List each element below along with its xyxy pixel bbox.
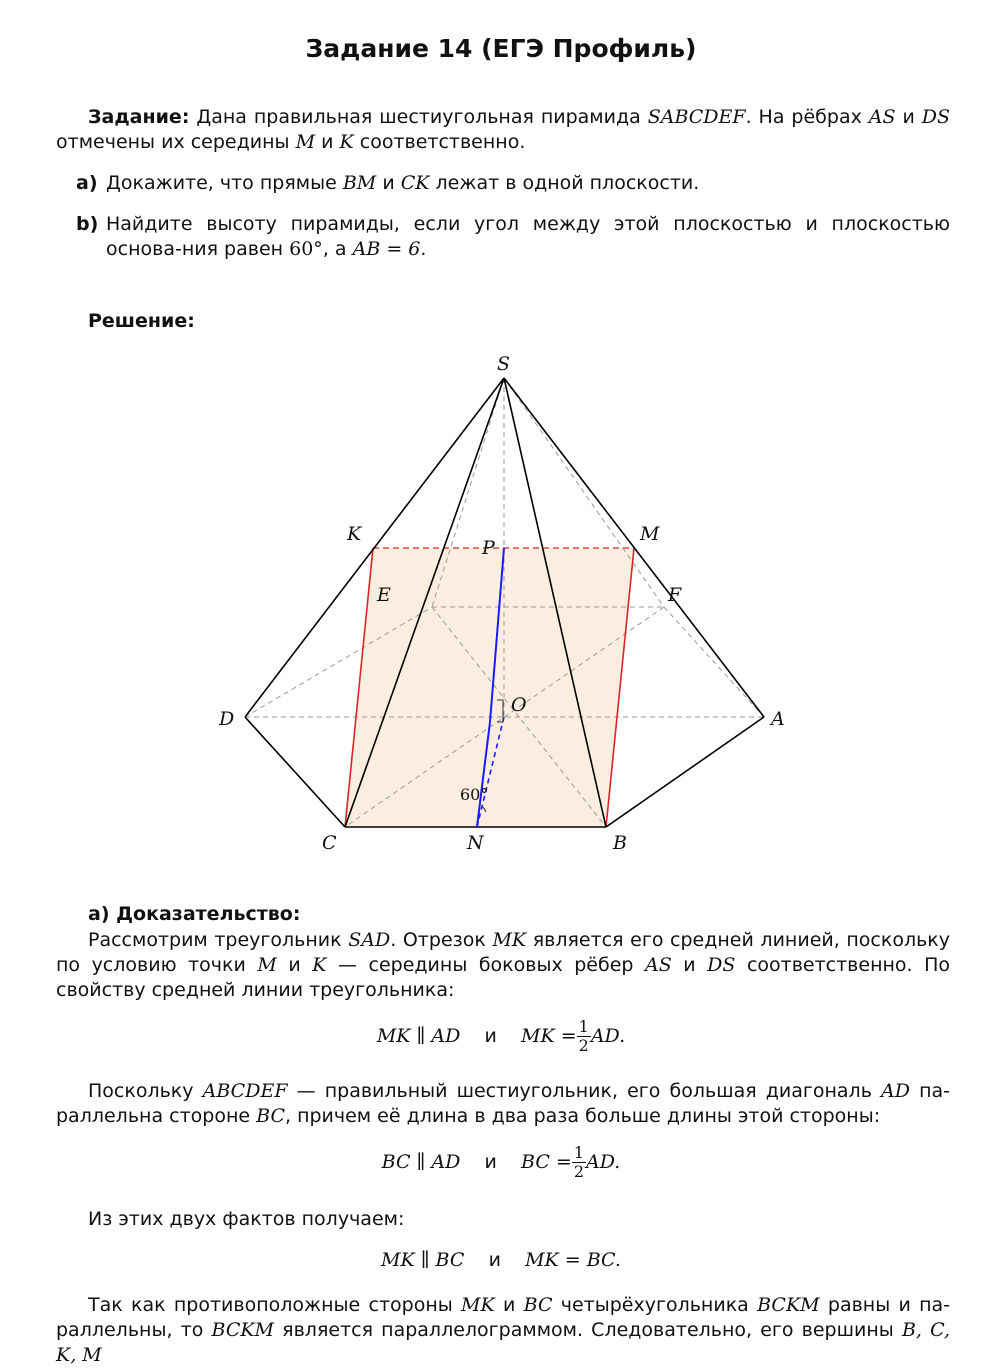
part-b-text-2: , а xyxy=(322,238,347,260)
numerator: 1 xyxy=(578,1017,589,1036)
segment-name: BC xyxy=(523,1294,553,1316)
task-text: и xyxy=(902,106,915,128)
text: — середины боковых рёбер xyxy=(338,954,634,976)
edge-name: DS xyxy=(921,106,951,128)
line-name: CK xyxy=(400,172,430,194)
edge-name: DS xyxy=(707,954,736,976)
quad-name: BCKM xyxy=(757,1294,820,1316)
edge-name: AS xyxy=(645,954,672,976)
part-a-text-2: лежат в одной плоскости. xyxy=(435,172,700,194)
line-name: BM xyxy=(342,172,377,194)
task-text: отмечены их середины xyxy=(56,131,290,153)
label-k: K xyxy=(347,523,362,545)
part-a-text xyxy=(106,171,950,196)
pyramid-figure xyxy=(0,340,1002,870)
proof-paragraph-4 xyxy=(56,1293,950,1368)
point-name: M xyxy=(295,131,316,153)
formula-rhs: BC = xyxy=(521,1151,572,1173)
label-d: D xyxy=(219,708,235,730)
text: . Отрезок xyxy=(390,929,486,951)
fraction xyxy=(577,1018,591,1055)
text: и xyxy=(288,954,301,976)
formula-conj: и xyxy=(484,1151,497,1173)
point-name: K xyxy=(312,954,327,976)
label-n: N xyxy=(467,832,484,854)
formula-conj: и xyxy=(484,1025,497,1047)
task-label: Задание: xyxy=(88,106,190,128)
point-name: K xyxy=(339,131,354,153)
text: Рассмотрим треугольник xyxy=(88,929,342,951)
label-o: O xyxy=(511,694,527,716)
formula-1 xyxy=(0,1018,1002,1055)
task-text: соответственно. xyxy=(359,131,526,153)
formula-lhs: MK ∥ BC xyxy=(381,1249,465,1271)
label-s: S xyxy=(497,353,511,375)
formula-rhs: AD. xyxy=(586,1151,621,1173)
formula-3 xyxy=(0,1249,1002,1271)
part-a-text-1: Докажите, что прямые xyxy=(106,172,337,194)
proof-heading: а) Доказательство: xyxy=(88,903,301,925)
proof-paragraph-3: Из этих двух фактов получаем: xyxy=(88,1208,405,1230)
pyramid-name: SABCDEF xyxy=(647,106,746,128)
label-p: P xyxy=(482,537,495,559)
formula-rhs: AD. xyxy=(590,1025,626,1047)
fraction xyxy=(572,1144,586,1181)
triangle-name: SAD xyxy=(348,929,391,951)
side-name: BC xyxy=(256,1105,285,1127)
edge-name: AS xyxy=(868,106,896,128)
label-f: F xyxy=(668,584,682,606)
text: — правильный шестиугольник, его большая диагональ xyxy=(296,1080,872,1102)
numerator: 1 xyxy=(573,1143,585,1162)
vertex-list: B, C, K, M xyxy=(56,1319,950,1366)
formula-lhs: BC ∥ AD xyxy=(381,1151,461,1173)
proof-paragraph-2 xyxy=(56,1079,950,1129)
label-m: M xyxy=(640,523,660,545)
part-a-label: a) xyxy=(76,172,98,194)
denominator: 2 xyxy=(578,1036,589,1055)
label-e: E xyxy=(377,584,391,606)
page-title: Задание 14 (ЕГЭ Профиль) xyxy=(305,34,697,63)
text: равны и па-раллельны, то xyxy=(56,1294,951,1341)
denominator: 2 xyxy=(573,1162,585,1181)
segment-name: MK xyxy=(492,929,527,951)
label-b: B xyxy=(613,832,627,854)
diagonal-name: AD xyxy=(881,1080,910,1102)
text: является его средней линией, поскольку по условию точки xyxy=(56,929,951,976)
task-text: Дана правильная шестиугольная пирамида xyxy=(196,106,641,128)
part-b-text-1: Найдите высоту пирамиды, если угол между этой плоскостью и плоскостью основа-ния равен xyxy=(106,213,950,260)
part-a-conj: и xyxy=(382,172,395,194)
text: и xyxy=(683,954,696,976)
segment-name: MK xyxy=(461,1294,495,1316)
text: и xyxy=(502,1294,516,1316)
part-b xyxy=(56,212,950,262)
angle-value: 60° xyxy=(289,238,323,260)
text: па-раллельна стороне xyxy=(56,1080,951,1127)
part-b-text-3: . xyxy=(420,238,427,260)
text: соответственно. По свойству средней линии треугольника: xyxy=(56,954,951,1001)
solution-label: Решение: xyxy=(88,310,195,332)
point-name: M xyxy=(257,954,277,976)
task-text: . На рёбрах xyxy=(745,106,862,128)
equation: AB = 6 xyxy=(352,238,421,260)
label-c: C xyxy=(322,832,337,854)
proof-paragraph-1 xyxy=(56,928,950,1003)
text: является параллелограммом. Следовательно, его вершины xyxy=(282,1319,894,1341)
part-b-text xyxy=(106,212,950,262)
part-a xyxy=(56,171,950,196)
task-text: и xyxy=(321,131,334,153)
quad-name: BCKM xyxy=(211,1319,275,1341)
formula-rhs: MK = BC. xyxy=(525,1249,621,1271)
text: четырёхугольника xyxy=(560,1294,749,1316)
task-statement xyxy=(56,105,950,155)
formula-2 xyxy=(0,1144,1002,1181)
formula-conj: и xyxy=(488,1249,501,1271)
label-angle: 60° xyxy=(460,785,489,804)
label-a: A xyxy=(771,708,785,730)
part-b-label: b) xyxy=(76,213,99,235)
formula-lhs: MK ∥ AD xyxy=(376,1025,461,1047)
text: , причем её длина в два раза больше длины этой стороны: xyxy=(284,1105,881,1127)
text: Поскольку xyxy=(88,1080,194,1102)
formula-rhs: MK = xyxy=(521,1025,577,1047)
text: Так как противоположные стороны xyxy=(88,1294,453,1316)
hexagon-name: ABCDEF xyxy=(202,1080,288,1102)
